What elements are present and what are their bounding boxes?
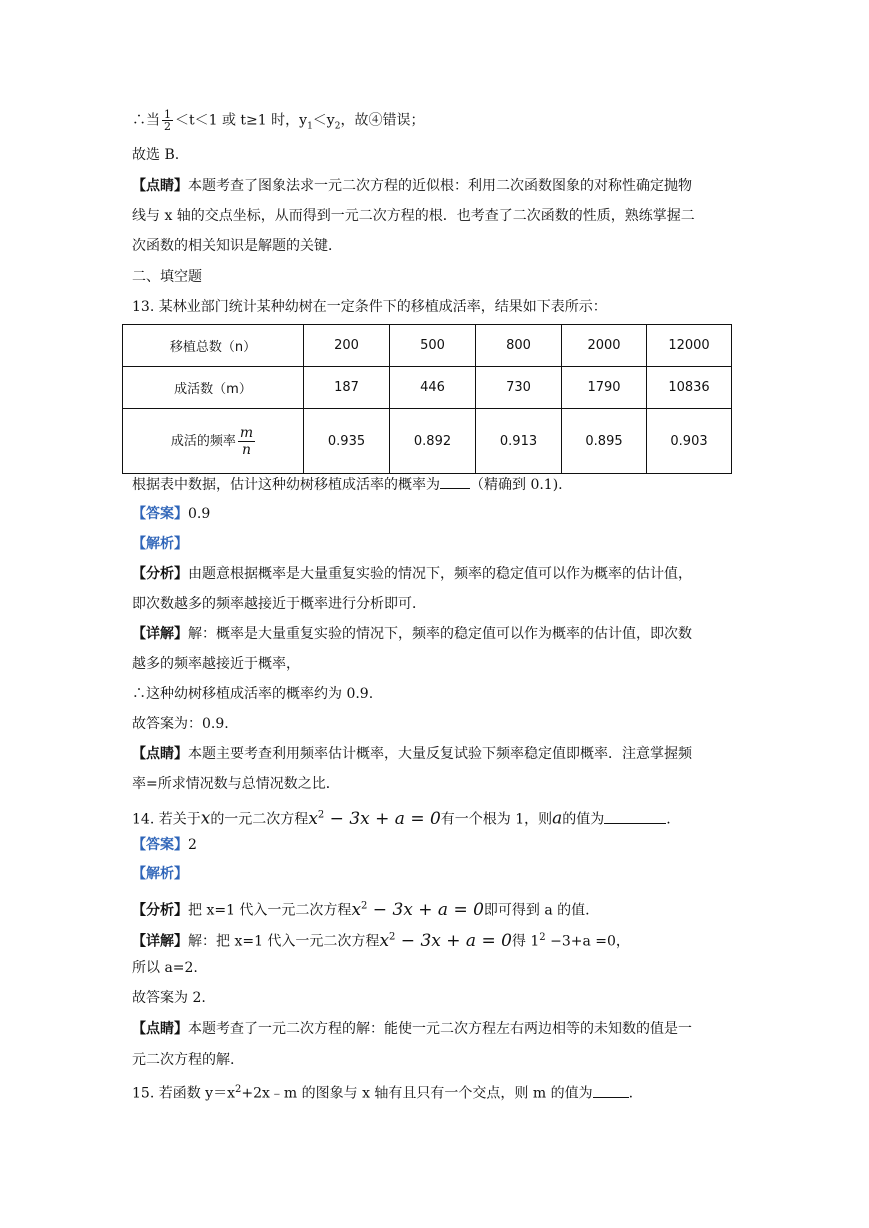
q13-answer: 【答案】0.9 [132, 506, 211, 522]
q14-analyze: 【分析】把 x=1 代入一元二次方程$x^2 - 3x + a = 0$即可得到 a 的值. [132, 899, 590, 920]
table-row [123, 367, 732, 409]
equation: $x^2 - 3x + a = 0$ [351, 899, 484, 920]
table-row [123, 325, 732, 367]
fraction-half: $\frac{1}{2}$ [164, 108, 171, 133]
q14-analysis-label: 【解析】 [132, 866, 188, 882]
answer-blank [440, 476, 470, 489]
equation: $x^2 - 3x + a = 0$ [379, 930, 512, 951]
table-cell: 0.895 [562, 409, 647, 474]
q12-comment-line2: 线与 x 轴的交点坐标，从而得到一元二次方程的根．也考查了二次函数的性质，熟练掌握二 [132, 208, 695, 224]
equation: $x^2 - 3x + a = 0$ [308, 808, 441, 829]
table-cell: 0.903 [647, 409, 732, 474]
q14-detail-line1: 【详解】解：把 x=1 代入一元二次方程$x^2 - 3x + a = 0$得 $1^2 -3+a =0$， [132, 930, 630, 951]
table-cell: 0.913 [476, 409, 562, 474]
table-cell: 730 [476, 367, 562, 409]
q13-analyze-line2: 即次数越多的频率越接近于概率进行分析即可． [132, 596, 426, 612]
q14-comment-line1: 【点睛】本题考查了一元二次方程的解：能使一元二次方程左右两边相等的未知数的值是一 [132, 1021, 692, 1037]
q12-comment-line3: 次函数的相关知识是解题的关键． [132, 238, 342, 254]
table-cell: 10836 [647, 367, 732, 409]
table-cell: 0.935 [304, 409, 390, 474]
table-row [123, 409, 732, 474]
table-cell: 12000 [647, 325, 732, 367]
q13-stem: 13. 某林业部门统计某种幼树在一定条件下的移植成活率，结果如下表所示： [132, 299, 607, 315]
table-cell: 187 [304, 367, 390, 409]
table-cell: 500 [390, 325, 476, 367]
survival-rate-table [122, 324, 732, 474]
q12-conclusion: ∴当 $\frac{1}{2}$ ＜t＜1 或 t≥1 时，$y_1<y_2$，故④错误； [132, 108, 425, 133]
q14-stem: 14. 若关于x的一元二次方程$x^2 - 3x + a = 0$有一个根为 1，则a的值为 . [132, 808, 671, 829]
q13-analyze-line1: 【分析】由题意根据概率是大量重复实验的情况下，频率的稳定值可以作为概率的估计值， [132, 566, 692, 582]
q13-detail-line2: 越多的频率越接近于概率， [132, 656, 300, 672]
section-title: 二、填空题 [132, 269, 202, 285]
answer-blank [593, 1085, 629, 1098]
q14-comment-line2: 元二次方程的解. [132, 1052, 235, 1068]
row-label-survived: 成活数（m） [123, 367, 304, 409]
table-cell: 800 [476, 325, 562, 367]
q14-answer: 【答案】2 [132, 837, 197, 853]
q13-comment-line1: 【点睛】本题主要考查利用频率估计概率，大量反复试验下频率稳定值即概率．注意掌握频 [132, 746, 692, 762]
q12-comment-line1: 【点睛】本题考查了图象法求一元二次方程的近似根：利用二次函数图象的对称性确定抛物 [132, 178, 692, 194]
row-label-frequency: 成活的频率 $\frac{m}{n}$ [123, 409, 304, 474]
table-cell: 0.892 [390, 409, 476, 474]
q13-comment-line2: 率=所求情况数与总情况数之比． [132, 776, 340, 792]
q14-detail-line3: 故答案为 2. [132, 990, 206, 1006]
row-label-total: 移植总数（n） [123, 325, 304, 367]
q14-detail-line2: 所以 a=2. [132, 960, 198, 976]
q13-question: 根据表中数据，估计这种幼树移植成活率的概率为 （精确到 0.1). [132, 477, 563, 493]
table-cell: 2000 [562, 325, 647, 367]
q13-detail-line1: 【详解】解：概率是大量重复实验的情况下，频率的稳定值可以作为概率的估计值，即次数 [132, 626, 692, 642]
table-cell: 200 [304, 325, 390, 367]
table-cell: 1790 [562, 367, 647, 409]
table-cell: 446 [390, 367, 476, 409]
q13-detail-line4: 故答案为：0.9. [132, 716, 229, 732]
fraction-m-over-n: $\frac{m}{n}$ [239, 424, 254, 458]
q12-choice: 故选 B. [132, 147, 180, 163]
q13-detail-line3: ∴这种幼树移植成活率的概率约为 0.9. [132, 686, 374, 702]
q15-stem: 15. 若函数 $y=x^2+2x﹣m$ 的图象与 x 轴有且只有一个交点，则 m 的值为 . [132, 1084, 634, 1102]
answer-blank [604, 811, 666, 824]
q13-analysis-label: 【解析】 [132, 536, 188, 552]
